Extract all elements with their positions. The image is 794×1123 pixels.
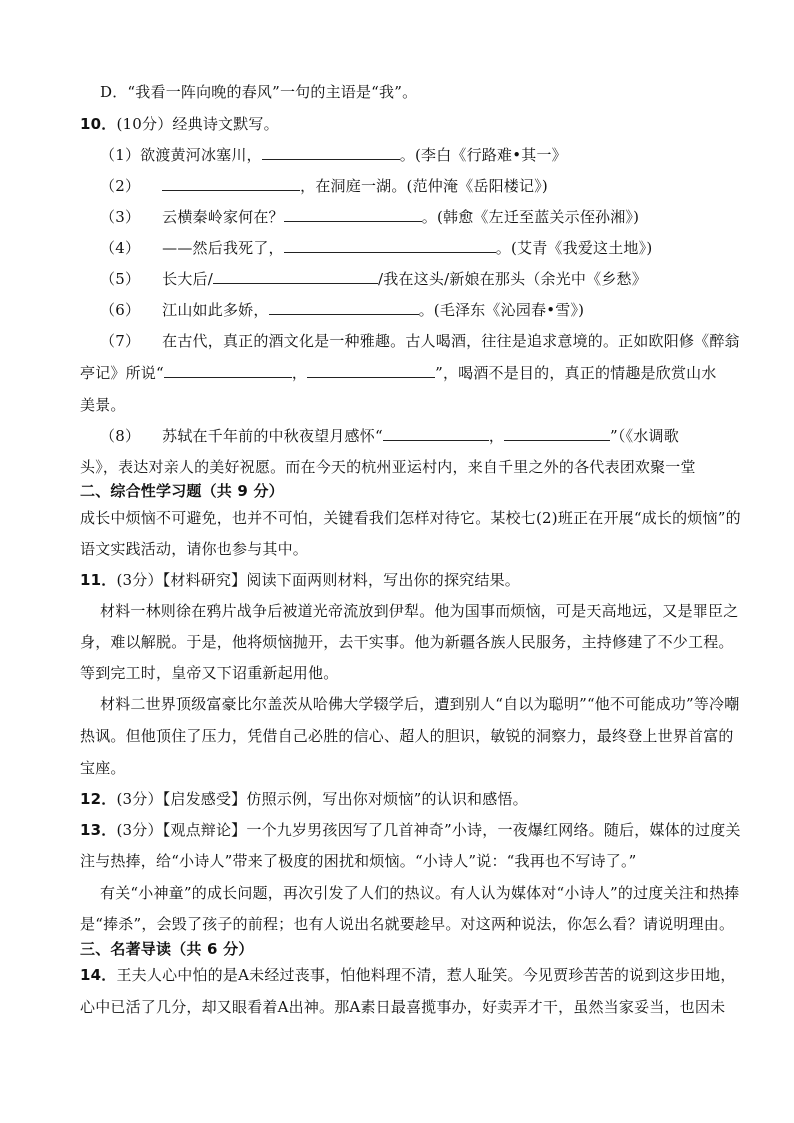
item-prompt: 苏轼在千年前的中秋夜望月感怀“ bbox=[162, 427, 383, 445]
question-number: 12． bbox=[80, 790, 117, 808]
question-text: (3分）【观点辩论】一个九岁男孩因写了几首神奇”小诗，一夜爆红网络。随后，媒体的过度关 bbox=[116, 821, 741, 839]
question-text: (3分）【启发感受】仿照示例，写出你对烦恼”的认识和感悟。 bbox=[116, 790, 528, 808]
poem-item-8 bbox=[100, 426, 740, 446]
item-source: 。(李白《行路难•其一》 bbox=[399, 146, 567, 164]
poem-item-2 bbox=[100, 176, 740, 196]
item-prompt: 江山如此多娇， bbox=[162, 301, 269, 319]
option-d: D．“我看一阵向晚的春风”一句的主语是“我”。 bbox=[100, 83, 418, 101]
item-prompt: 长大后/ bbox=[162, 270, 214, 288]
question-11 bbox=[80, 570, 720, 590]
item-label: （4） bbox=[100, 239, 141, 257]
item-prompt: ”，喝酒不是目的，真正的情趣是欣赏山水 bbox=[435, 364, 717, 382]
section-2-intro-line1: 成长中烦恼不可避免，也并不可怕，关键看我们怎样对待它。某校七(2)班正在开展“成长的烦恼”的 bbox=[80, 509, 741, 527]
question-number: 11． bbox=[80, 571, 117, 589]
poem-item-7 bbox=[100, 331, 740, 351]
poem-item-3 bbox=[100, 207, 740, 227]
item-label: （5） bbox=[100, 270, 141, 288]
item-source: 。(毛泽东《沁园春•雪》) bbox=[418, 301, 585, 319]
answer-blank[interactable] bbox=[269, 300, 419, 315]
item-source: /我在这头/新娘在那头（余光中《乡愁》 bbox=[378, 270, 647, 288]
question-12 bbox=[80, 789, 720, 809]
item-prompt: 云横秦岭家何在？ bbox=[162, 208, 284, 226]
section-2-heading: 二、综合性学习题（共 9 分） bbox=[80, 482, 284, 500]
poem-item-7-line2 bbox=[80, 363, 720, 383]
answer-blank[interactable] bbox=[284, 207, 422, 222]
question-text: (10分）经典诗文默写。 bbox=[116, 115, 279, 133]
item-label: （6） bbox=[100, 301, 141, 319]
question-13-line3: 有关“小神童”的成长问题，再次引发了人们的热议。有人认为媒体对“小诗人”的过度关注和热捧 bbox=[100, 884, 740, 902]
separator: ， bbox=[488, 427, 505, 445]
question-13 bbox=[80, 820, 741, 840]
answer-blank[interactable] bbox=[164, 363, 292, 378]
section-3-heading: 三、名著导读（共 6 分） bbox=[80, 940, 254, 958]
question-10 bbox=[80, 114, 720, 134]
answer-blank[interactable] bbox=[383, 426, 489, 441]
question-14-line2: 心中已活了几分，却又眼看着A出神。那A素日最喜揽事办，好卖弄才干，虽然当家妥当，也因未 bbox=[80, 998, 726, 1016]
material-1-line2: 身，难以解脱。于是，他将烦恼抛开，去干实事。他为新疆各族人民服务，主持修建了不少工程。 bbox=[80, 633, 734, 651]
material-1-line1: 材料一林则徐在鸦片战争后被道光帝流放到伊犁。他为国事而烦恼，可是天高地远，又是罪臣之 bbox=[100, 602, 739, 620]
question-text: 王夫人心中怕的是A未经过丧事，怕他料理不清，惹人耻笑。今见贾珍苦苦的说到这步田地， bbox=[116, 966, 736, 984]
section-2-intro-line2: 语文实践活动，请你也参与其中。 bbox=[80, 540, 309, 558]
item-prompt: （1）欲渡黄河冰塞川， bbox=[100, 146, 262, 164]
item-prompt: ——然后我死了， bbox=[162, 239, 284, 257]
material-2-line3: 宝座。 bbox=[80, 759, 126, 777]
question-text: (3分）【材料研究】阅读下面两则材料，写出你的探究结果。 bbox=[116, 571, 520, 589]
question-number: 13． bbox=[80, 821, 117, 839]
question-13-line4: 是“捧杀”，会毁了孩子的前程；也有人说出名就要趁早。对这两种说法，你怎么看？请说明理由。 bbox=[80, 915, 735, 933]
item-prompt: 在古代，真正的酒文化是一种雅趣。古人喝酒，往往是追求意境的。正如欧阳修《醉翁 bbox=[162, 332, 740, 350]
separator: ， bbox=[291, 364, 308, 382]
item-label: （8） bbox=[100, 427, 141, 445]
item-label: （2） bbox=[100, 177, 141, 195]
item-source: ”（《水调歌 bbox=[610, 427, 679, 445]
answer-blank[interactable] bbox=[504, 426, 610, 441]
answer-blank[interactable] bbox=[162, 176, 300, 191]
material-1-line3: 等到完工时，皇帝又下诏重新起用他。 bbox=[80, 664, 339, 682]
item-source: 。(韩愈《左迁至蓝关示侄孙湘》) bbox=[421, 208, 640, 226]
item-label: （7） bbox=[100, 332, 141, 350]
answer-blank[interactable] bbox=[284, 238, 496, 253]
material-2-line2: 热讽。但他顶住了压力，凭借自己必胜的信心、超人的胆识，敏锐的洞察力，最终登上世界首富的 bbox=[80, 727, 734, 745]
poem-item-7-line3: 美景。 bbox=[80, 396, 126, 414]
question-14 bbox=[80, 965, 736, 985]
material-2-line1: 材料二世界顶级富豪比尔盖茨从哈佛大学辍学后，遭到别人“自以为聪明”“他不可能成功”等冷嘲 bbox=[100, 695, 740, 713]
answer-blank[interactable] bbox=[307, 363, 435, 378]
item-label: （3） bbox=[100, 208, 141, 226]
answer-blank[interactable] bbox=[262, 145, 400, 160]
item-source: ，在洞庭一湖。(范仲淹《岳阳楼记》) bbox=[300, 177, 548, 195]
answer-blank[interactable] bbox=[213, 269, 378, 284]
poem-item-1 bbox=[100, 145, 740, 165]
question-number: 14． bbox=[80, 966, 117, 984]
poem-item-5 bbox=[100, 269, 740, 289]
question-13-line2: 注与热捧，给“小诗人”带来了极度的困扰和烦恼。“小诗人”说：“我再也不写诗了。” bbox=[80, 852, 637, 870]
item-prompt: 亭记》所说“ bbox=[80, 364, 164, 382]
poem-item-4 bbox=[100, 238, 740, 258]
poem-item-6 bbox=[100, 300, 740, 320]
question-number: 10． bbox=[80, 115, 117, 133]
item-source: 。(艾青《我爱这土地》) bbox=[495, 239, 653, 257]
poem-item-8-line2: 头》，表达对亲人的美好祝愿。而在今天的杭州亚运村内，来自千里之外的各代表团欢聚一堂 bbox=[80, 458, 696, 476]
